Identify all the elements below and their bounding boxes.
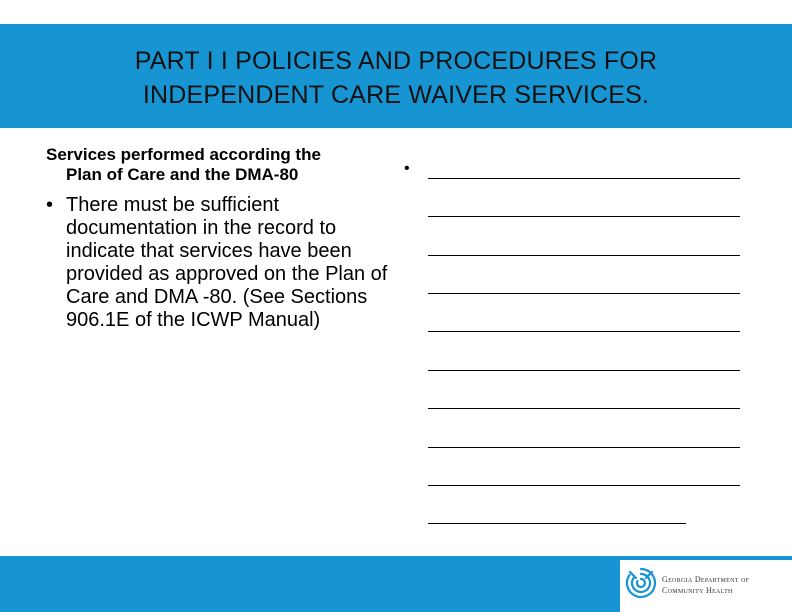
- bullet-text: There must be sufficient documentation in the record to indicate that services have been provided as approved on the Plan of Care and DMA -80. (See Sections 906.1E of the ICWP Manual): [66, 194, 388, 331]
- section-heading: [46, 145, 396, 185]
- notes-bullet-icon: •: [404, 160, 410, 177]
- notes-line: [428, 178, 740, 179]
- logo-text: [662, 574, 749, 596]
- content-column: [46, 145, 396, 332]
- notes-line: [428, 370, 740, 371]
- slide-title-line2: INDEPENDENT CARE WAIVER SERVICES.: [142, 81, 650, 109]
- notes-line: [428, 293, 740, 294]
- notes-line: [428, 523, 686, 524]
- notes-line: [428, 447, 740, 448]
- notes-line: [428, 216, 740, 217]
- notes-line: [428, 331, 740, 332]
- section-heading-line1: Services performed according the: [46, 145, 321, 164]
- bullet-icon: •: [46, 194, 54, 216]
- globe-logo-icon: [624, 566, 658, 600]
- logo-text-line2: Community Health: [662, 586, 733, 595]
- notes-line: [428, 408, 740, 409]
- bullet-item: [46, 194, 396, 332]
- slide-title-line1: PART I I POLICIES AND PROCEDURES FOR: [134, 47, 658, 75]
- logo: [620, 560, 792, 612]
- section-heading-line2: Plan of Care and the DMA-80: [66, 165, 299, 184]
- logo-text-line1: Georgia Department of: [662, 575, 750, 584]
- notes-line: [428, 485, 740, 486]
- notes-line: [428, 255, 740, 256]
- slide-title: [0, 44, 792, 112]
